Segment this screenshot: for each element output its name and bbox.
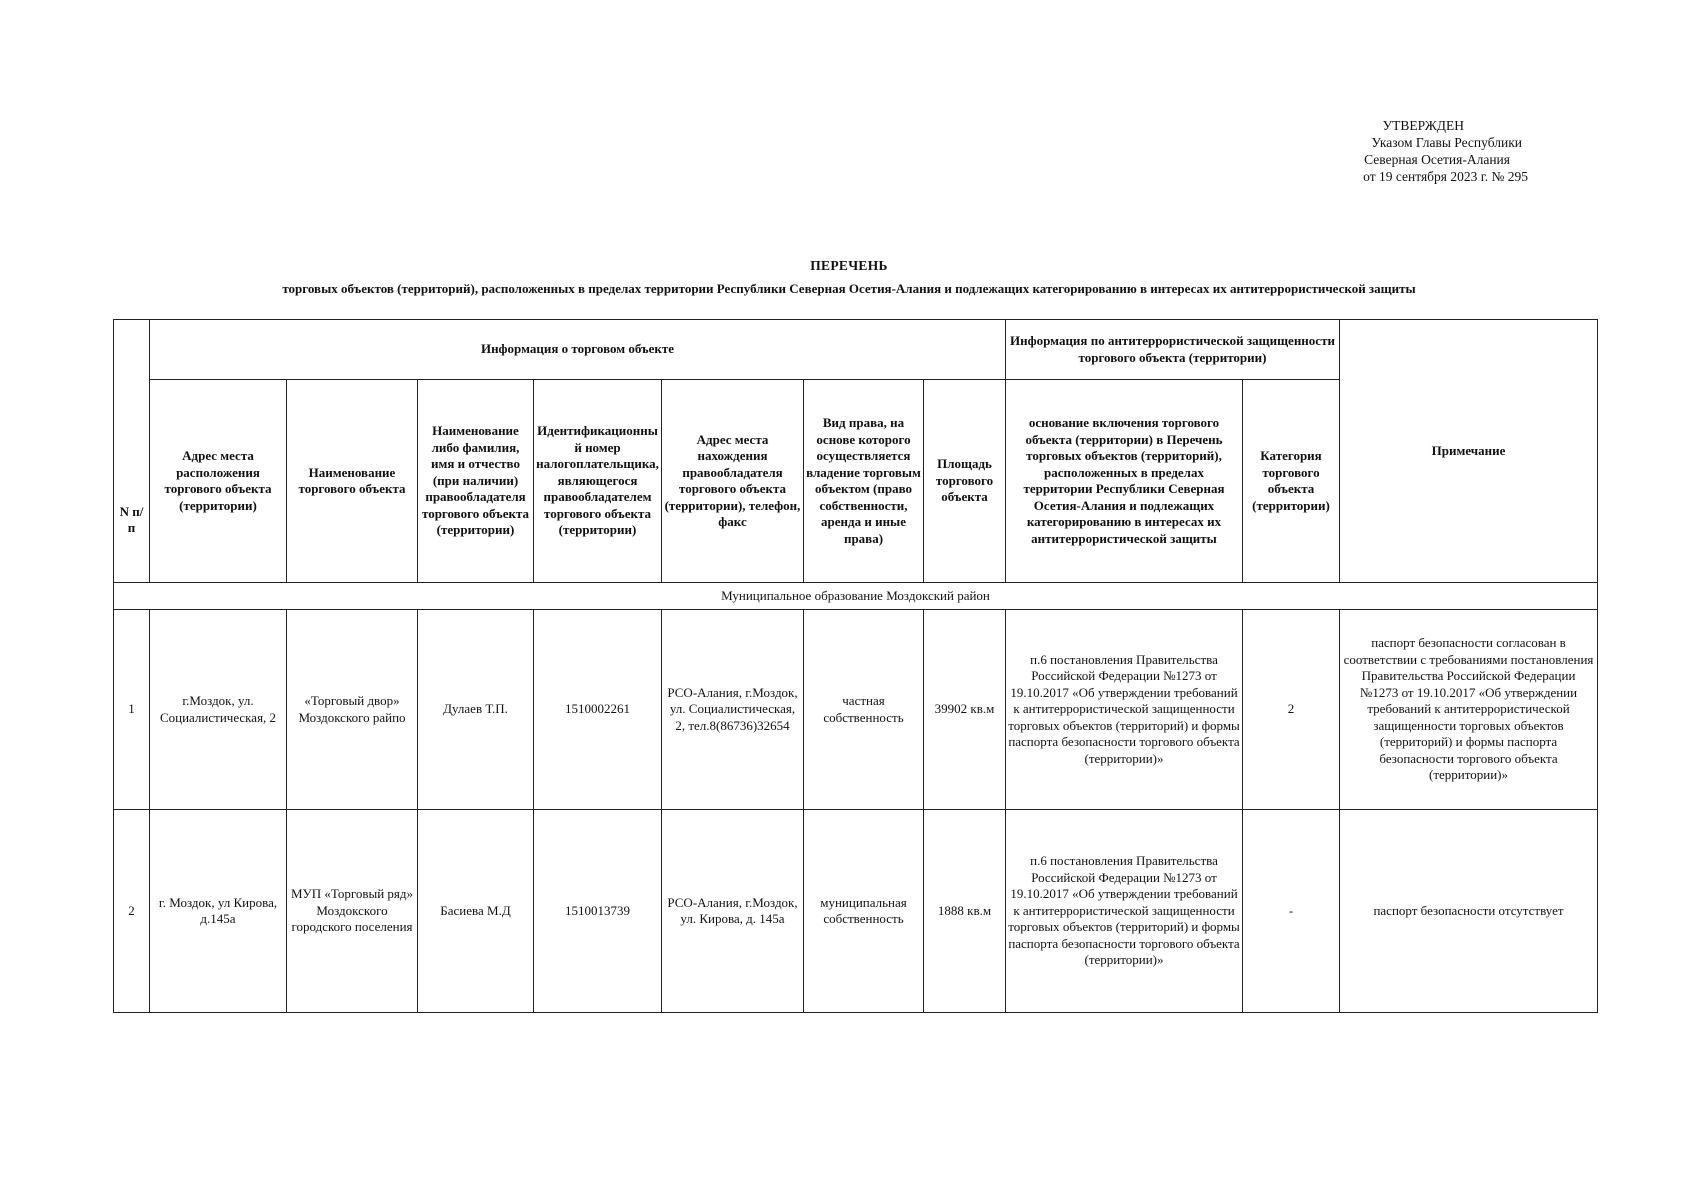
municipality-label: Муниципальное образование Моздокский район bbox=[114, 583, 1598, 610]
cell-num: 1 bbox=[114, 610, 150, 810]
cell-owner: Басиева М.Д bbox=[418, 810, 534, 1013]
objects-table bbox=[113, 319, 1598, 1013]
header-basis: основание включения торгового объекта (территории) в Перечень торговых объектов (территорий), расположенных в пределах территории Республики Северная Осетия-Алания и подлежащих категорированию в интересах их антитеррористической защиты bbox=[1006, 380, 1243, 583]
cell-address: г.Моздок, ул. Социалистическая, 2 bbox=[150, 610, 287, 810]
cell-name: «Торговый двор» Моздокского райпо bbox=[287, 610, 418, 810]
document-subtitle: торговых объектов (территорий), расположенных в пределах территории Республики Северная Осетия-Алания и подлежащих категорированию в интересах их антитеррористической защиты bbox=[282, 281, 1416, 296]
cell-right-type: частная собственность bbox=[804, 610, 924, 810]
cell-inn: 1510013739 bbox=[534, 810, 662, 1013]
approval-line-2: Указом Главы Республики bbox=[1371, 135, 1522, 150]
cell-name: МУП «Торговый ряд» Моздокского городского поселения bbox=[287, 810, 418, 1013]
cell-owner-address: РСО-Алания, г.Моздок, ул. Кирова, д. 145а bbox=[662, 810, 804, 1013]
header-inn: Идентификационный номер налогоплательщика, являющегося правообладателем торгового объекта (территории) bbox=[534, 380, 662, 583]
header-address: Адрес места расположения торгового объекта (территории) bbox=[150, 380, 287, 583]
approval-line-1: УТВЕРЖДЕН bbox=[1382, 118, 1464, 133]
cell-note: паспорт безопасности отсутствует bbox=[1340, 810, 1598, 1013]
cell-area: 39902 кв.м bbox=[924, 610, 1006, 810]
cell-num: 2 bbox=[114, 810, 150, 1013]
approval-stamp bbox=[1328, 117, 1528, 185]
cell-address: г. Моздок, ул Кирова, д.145а bbox=[150, 810, 287, 1013]
header-note: Примечание bbox=[1340, 320, 1598, 583]
group-header-row bbox=[114, 320, 1598, 380]
cell-right-type: муниципальная собственность bbox=[804, 810, 924, 1013]
header-object-info: Информация о торговом объекте bbox=[150, 320, 1006, 380]
cell-inn: 1510002261 bbox=[534, 610, 662, 810]
header-name: Наименование торгового объекта bbox=[287, 380, 418, 583]
cell-basis: п.6 постановления Правительства Российской Федерации №1273 от 19.10.2017 «Об утверждении требований к антитеррористической защищенности торговых объектов (территорий) и формы паспорта безопасности торгового объекта (территории)» bbox=[1006, 810, 1243, 1013]
cell-area: 1888 кв.м bbox=[924, 810, 1006, 1013]
cell-category: 2 bbox=[1243, 610, 1340, 810]
table-row bbox=[114, 810, 1598, 1013]
cell-note: паспорт безопасности согласован в соответствии с требованиями постановления Правительства Российской Федерации №1273 от 19.10.2017 «Об утверждении требований к антитеррористической защищенности торговых объектов (территорий) и формы паспорта безопасности торгового объекта (территории)» bbox=[1340, 610, 1598, 810]
header-security-info: Информация по антитеррористической защищенности торгового объекта (территории) bbox=[1006, 320, 1340, 380]
header-owner: Наименование либо фамилия, имя и отчество (при наличии) правообладателя торгового объекта (территории) bbox=[418, 380, 534, 583]
header-owner-address: Адрес места нахождения правообладателя торгового объекта (территории), телефон, факс bbox=[662, 380, 804, 583]
header-num: N п/п bbox=[114, 320, 150, 583]
cell-owner-address: РСО-Алания, г.Моздок, ул. Социалистическая, 2, тел.8(86736)32654 bbox=[662, 610, 804, 810]
document-title: ПЕРЕЧЕНЬ bbox=[810, 258, 888, 273]
municipality-row bbox=[114, 583, 1598, 610]
cell-category: - bbox=[1243, 810, 1340, 1013]
header-area: Площадь торгового объекта bbox=[924, 380, 1006, 583]
header-right-type: Вид права, на основе которого осуществляется владение торговым объектом (право собственности, аренда и иные права) bbox=[804, 380, 924, 583]
table-row bbox=[114, 610, 1598, 810]
cell-basis: п.6 постановления Правительства Российской Федерации №1273 от 19.10.2017 «Об утверждении требований к антитеррористической защищенности торговых объектов (территорий) и формы паспорта безопасности торгового объекта (территории)» bbox=[1006, 610, 1243, 810]
cell-owner: Дулаев Т.П. bbox=[418, 610, 534, 810]
header-category: Категория торгового объекта (территории) bbox=[1243, 380, 1340, 583]
approval-line-3: Северная Осетия-Алания bbox=[1364, 152, 1510, 167]
approval-line-4: от 19 сентября 2023 г. № 295 bbox=[1363, 169, 1528, 184]
